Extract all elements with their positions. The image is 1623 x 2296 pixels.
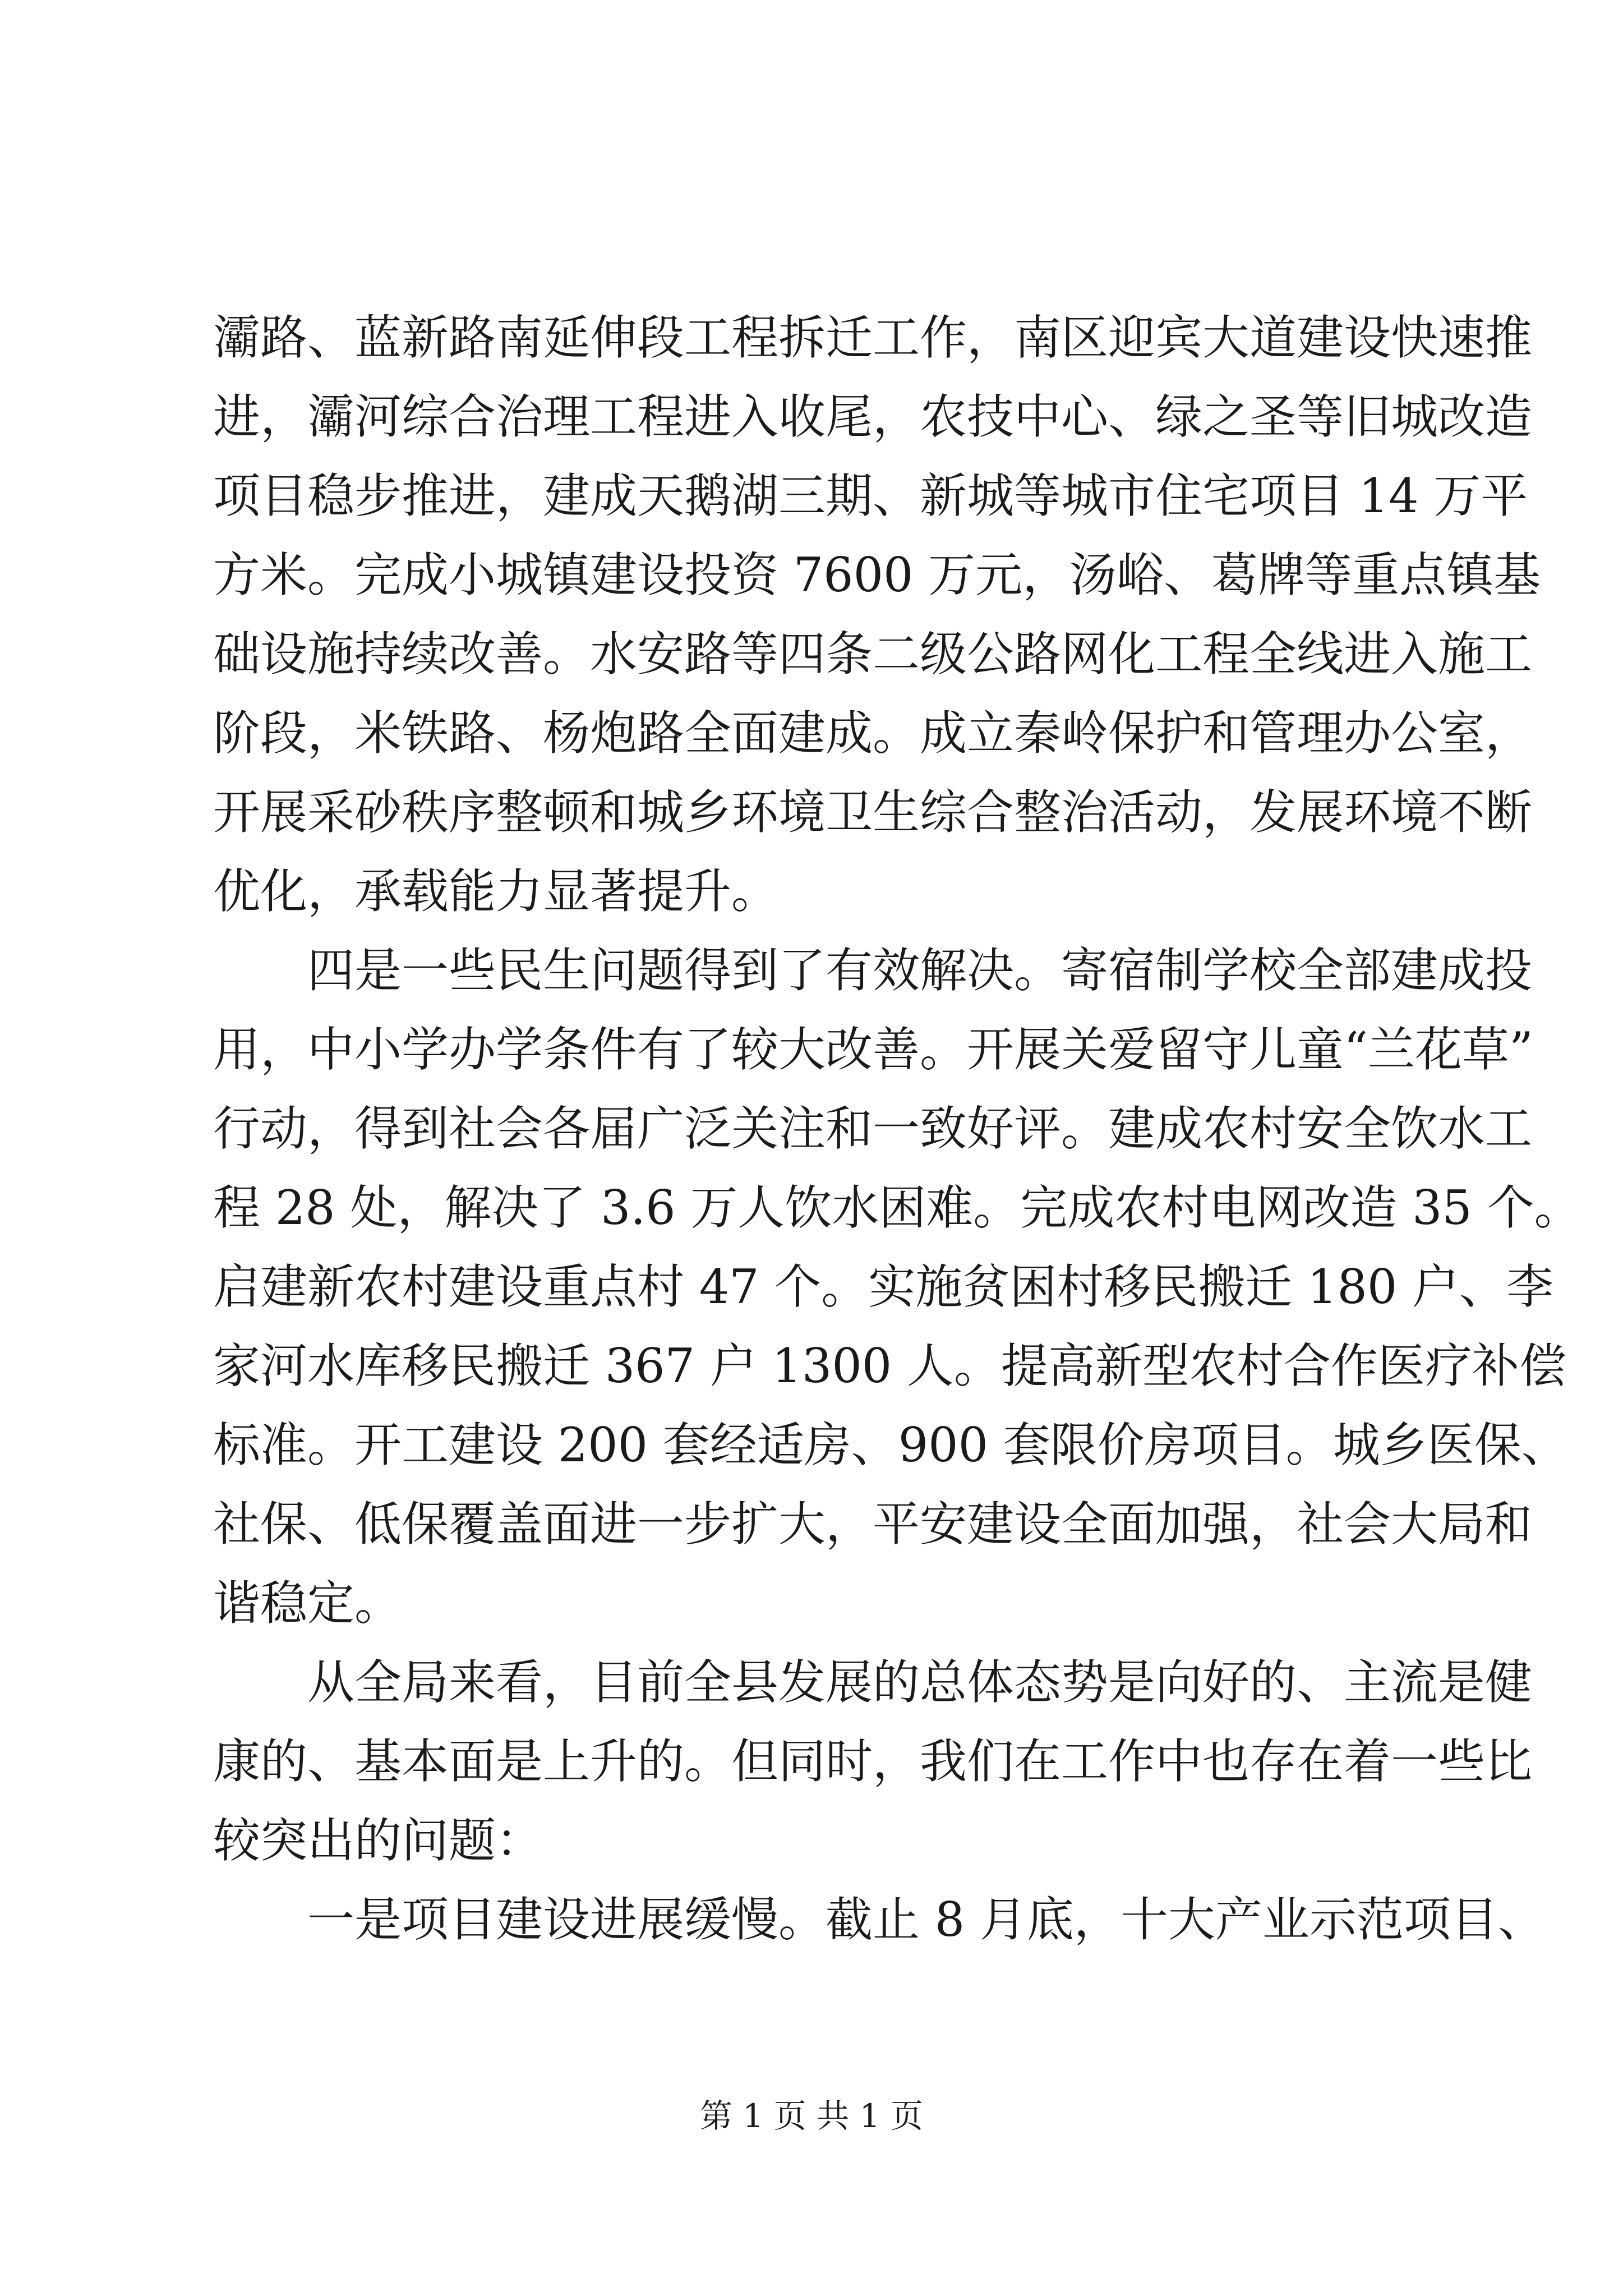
text-line: 社保、低保覆盖面进一步扩大，平安建设全面加强，社会大局和 (213, 1497, 1533, 1552)
page-footer: 第 1 页 共 1 页 (700, 2097, 923, 2135)
text-line: 阶段，米铁路、杨炮路全面建成。成立秦岭保护和管理办公室， (213, 706, 1533, 761)
text-line: 优化，承载能力显著提升。 (213, 864, 779, 919)
text-line: 灞路、蓝新路南延伸段工程拆迁工作，南区迎宾大道建设快速推 (213, 310, 1533, 365)
text-line: 程 28 处，解决了 3.6 万人饮水困难。完成农村电网改造 35 个。 (213, 1180, 1581, 1235)
text-line: 康的、基本面是上升的。但同时，我们在工作中也存在着一些比 (213, 1734, 1533, 1789)
text-line: 行动，得到社会各届广泛关注和一致好评。建成农村安全饮水工 (213, 1101, 1533, 1156)
text-line: 较突出的问题： (213, 1813, 543, 1868)
text-line: 方米。完成小城镇建设投资 7600 万元，汤峪、葛牌等重点镇基 (213, 547, 1541, 602)
text-line: 进，灞河综合治理工程进入收尾，农技中心、绿之圣等旧城改造 (213, 389, 1533, 444)
paragraph (213, 931, 1581, 1643)
text-line: 项目稳步推进，建成天鹅湖三期、新城等城市住宅项目 14 万平 (213, 468, 1528, 523)
text-line: 启建新农村建设重点村 47 个。实施贫困村移民搬迁 180 户、李 (213, 1259, 1554, 1314)
text-line: 四是一些民生问题得到了有效解决。寄宿制学校全部建成投 (307, 943, 1533, 998)
paragraph (213, 1643, 1533, 1880)
text-line: 从全局来看，目前全县发展的总体态势是向好的、主流是健 (307, 1655, 1533, 1710)
document-body (213, 298, 1581, 1959)
text-line: 开展采砂秩序整顿和城乡环境卫生综合整治活动，发展环境不断 (213, 785, 1533, 840)
text-line: 用，中小学办学条件有了较大改善。开展关爱留守儿童“兰花草” (213, 1022, 1533, 1077)
text-line: 家河水库移民搬迁 367 户 1300 人。提高新型农村合作医疗补偿 (213, 1338, 1566, 1393)
text-line: 一是项目建设进展缓慢。截止 8 月底，十大产业示范项目、 (307, 1892, 1545, 1947)
text-line: 谐稳定。 (213, 1576, 402, 1631)
paragraph (213, 298, 1541, 931)
paragraph (213, 1880, 1545, 1959)
text-line: 础设施持续改善。水安路等四条二级公路网化工程全线进入施工 (213, 627, 1533, 682)
text-line: 标准。开工建设 200 套经适房、900 套限价房项目。城乡医保、 (213, 1418, 1569, 1473)
